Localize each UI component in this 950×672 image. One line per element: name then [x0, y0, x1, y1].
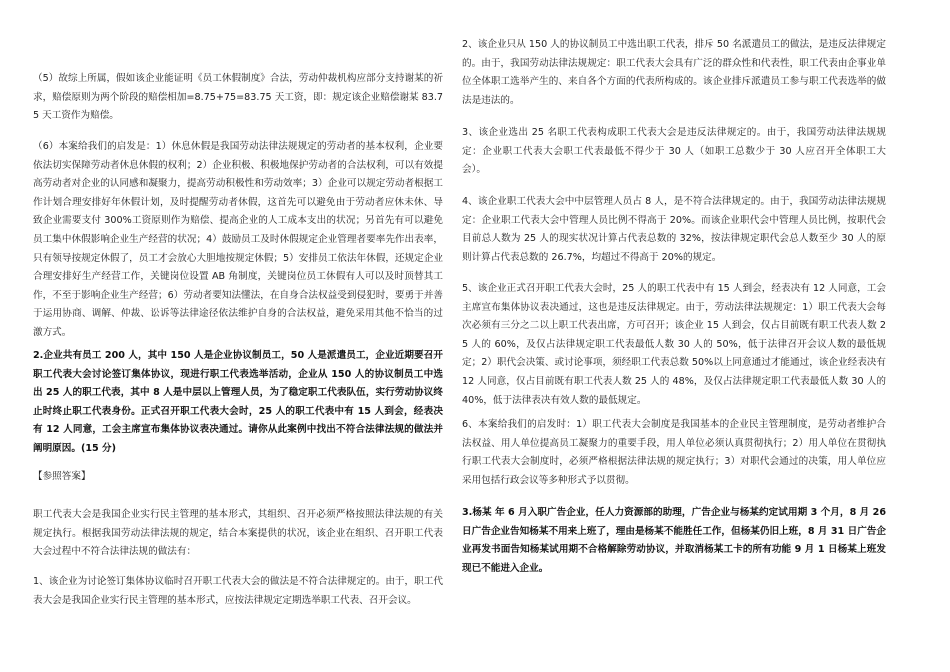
question-3-paragraph: 3.杨某 年 6 月入职广告企业，任人力资源部的助理，广告企业与杨某约定试用期 3 个月，8 月 26 日广告企业告知杨某不用来上班了，理由是杨某不能胜任工作，但杨某仍旧上班，8 月 31 日广告企业再发书面告知杨某试用期不合格解除劳动协议，并取消杨某工卡的所有功能 9 月 1 日杨某上班发现已不能进入企业。 — [462, 507, 886, 574]
answer-point-3-paragraph: 3、该企业选出 25 名职工代表构成职工代表大会是违反法律规定的。由于，我国劳动法律法规规定：企业职工代表大会职工代表最低不得少于 30 人（如职工总数少于 30 人应召开全体职工大会）。 — [462, 127, 886, 176]
answer-point-4-paragraph: 4、该企业职工代表大会中中层管理人员占 8 人，是不符合法律规定的。由于，我国劳动法律法规规定：企业职工代表大会中管理人员比例不得高于 20%。而该企业职代会中管理人员比例，按职代会目前总人数为 25 人的现实状况计算占代表总数的 32%，按法律规定职代会总人数至少 30 人的原则计算占代表总数的 26.7%，均超过不得高于 20%的规定。 — [462, 196, 886, 263]
case-conclusion-paragraph: （5）故综上所属，假如该企业能证明《员工休假制度》合法，劳动仲裁机构应部分支持谢某的祈求，赔偿原则为两个阶段的赔偿相加=8.75+75=83.75 天工资，即：规定该企业赔偿谢某 83.75 天工资作为赔偿。 — [33, 73, 444, 122]
reference-answer-heading: 【参照答案】 — [33, 471, 91, 482]
case-inspiration-paragraph: （6）本案给我们的启发是：1）休息休假是我国劳动法律法规规定的劳动者的基本权利，企业要依法切实保障劳动者休息休假的权利；2）企业积极、积极地保护劳动者的合法权利，可以有效提高劳动者对企业的认同感和凝聚力，提高劳动积极性和劳动效率；3）企业可以规定劳动者根据工作计划合理安排好年休假计划，及时提醒劳动者休假，这首先可以避免由于劳动者应休未休、导致企业需要支付 300%工资原则作为赔偿、提高企业的人工成本支出的状况；另首先有可以避免员工集中休假影响企业生产经营的状况；4）鼓励员工及时休假规定企业管理者要率先作出表率，只有领导按规定休假了，员工才会放心大胆地按规定休假；5）安排员工依法年休假，还规定企业合理安排好生产经营工作，关键岗位设置 AB 角制度，关键岗位员工休假有人可以及时顶替其工作，不至于影响企业生产经营；6）劳动者要知法懂法，在自身合法权益受到侵犯时，要勇于并善于运用协商、调解、仲裁、讼诉等法律途径依法维护自身的合法权益，避免采用其他不恰当的过激方式。 — [33, 141, 443, 338]
answer-point-2-paragraph: 2、该企业只从 150 人的协议制员工中选出职工代表，排斥 50 名派遣员工的做法，是违反法律规定的。由于，我国劳动法律法规规定：职工代表大会具有广泛的群众性和代表性，职工代表由企事业单位全体职工选举产生的、来自各个方面的代表所构成的。该企业排斥派遣员工参与职工代表选举的做法是违法的。 — [462, 39, 886, 106]
answer-point-1-paragraph: 1、该企业为讨论签订集体协议临时召开职工代表大会的做法是不符合法律规定的。由于，职工代表大会是我国企业实行民主管理的基本形式，应按法律规定定期选举职工代表、召开会议。 — [33, 576, 443, 606]
question-2-paragraph: 2.企业共有员工 200 人，其中 150 人是企业协议制员工，50 人是派遣员工，企业近期要召开职工代表大会讨论签订集体协议，现进行职工代表选举活动，企业从 150 人的协议制员工中选出 25 人的职工代表，其中 8 人是中层以上管理人员，为了稳定职工代表队伍，实行劳动协议终止时终止职工代表身份。正式召开职工代表大会时，25 人的职工代表中有 15 人到会，经表决有 12 人同意，工会主席宣布集体协议表决通过。请你从此案例中找出不符合法律法规的做法并阐明原因。(15 分) — [33, 350, 443, 454]
answer-intro-paragraph: 职工代表大会是我国企业实行民主管理的基本形式，其组织、召开必须严格按照法律法规的有关规定执行。根据我国劳动法律法规的规定，结合本案提供的状况，该企业在组织、召开职工代表大会过程中不符合法律法规的做法有： — [33, 509, 443, 558]
answer-point-6-paragraph: 6、本案给我们的启发时：1）职工代表大会制度是我国基本的企业民主管理制度，是劳动者维护合法权益、用人单位提高员工凝聚力的重要手段，用人单位必须认真贯彻执行；2）用人单位在贯彻执行职工代表大会制度时，必须严格根据法律法规的规定执行；3）对职代会通过的决策，用人单位应采用包括行政会议等多种形式予以贯彻。 — [462, 419, 886, 486]
answer-point-5-paragraph: 5、该企业正式召开职工代表大会时，25 人的职工代表中有 15 人到会，经表决有 12 人同意，工会主席宣布集体协议表决通过，这也是违反法律规定。由于，劳动法律法规规定：1）职工代表大会每次必须有三分之二以上职工代表出席，方可召开；该企业 15 人到会，仅占目前既有职工代表人数 25 人的 60%，及仅占法律规定职工代表最低人数 30 人的 50%，低于法律召开会议人数的最低规定；2）职代会决策、或讨论事项，须经职工代表总数 50%以上同意通过才能通过，该企业经表决有 12 人同意，仅占目前既有职工代表人数 25 人的 48%，及仅占法律规定职工代表最低人数 30 人的 40%，低于法律表决有效人数的最低规定。 — [462, 283, 886, 406]
